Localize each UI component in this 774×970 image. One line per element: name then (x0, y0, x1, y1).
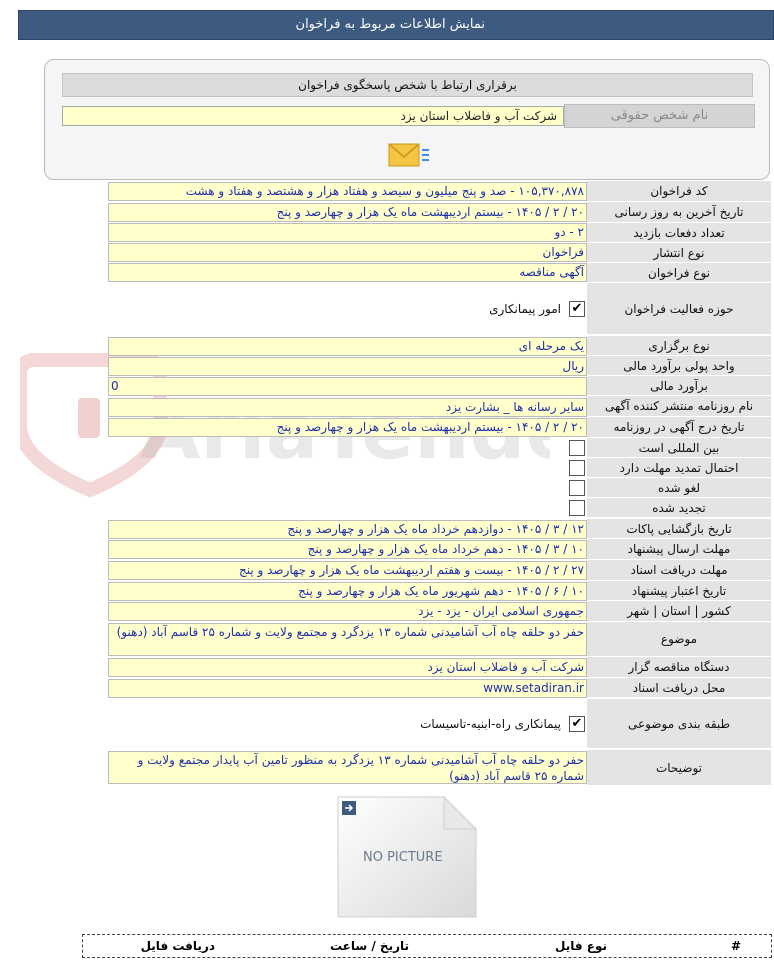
field-value: حفر دو حلقه چاه آب آشامیدنی شماره ۱۳ یزدگرد به منظور تامین آب پایدار مجتمع ولایت و شماره ۲۵ قاسم آباد (دهنو) (108, 751, 587, 784)
field-value: جمهوری اسلامی ایران - یزد - یزد (108, 602, 587, 621)
files-col-index: # (730, 939, 741, 953)
field-value: 0 (108, 377, 587, 396)
field-value: ۲ - دو (108, 223, 587, 242)
field-label: واحد پولی برآورد مالی (587, 356, 771, 376)
field-label: تاریخ بازگشایی پاکات (587, 519, 771, 539)
field-label: حوزه فعالیت فراخوان (587, 283, 771, 335)
doc-place-link[interactable]: www.setadiran.ir (108, 679, 587, 698)
field-label: موضوع (587, 622, 771, 657)
field-label: نوع برگزاری (587, 336, 771, 356)
field-value: حفر دو حلقه چاه آب آشامیدنی شماره ۱۳ یزدگرد و مجتمع ولایت و شماره ۲۵ قاسم آباد (دهنو) (108, 623, 587, 656)
field-label: نوع فراخوان (587, 263, 771, 283)
renewed-checkbox[interactable] (569, 500, 585, 516)
activity-checkbox[interactable]: ✔ (569, 301, 585, 317)
field-label: کد فراخوان (587, 181, 771, 202)
field-value: آگهی مناقصه (108, 263, 587, 282)
field-value: ۱۲ / ۳ / ۱۴۰۵ - دوازدهم خرداد ماه یک هزار و چهارصد و پنج (108, 520, 587, 539)
field-value: ۱۰ / ۳ / ۱۴۰۵ - دهم خرداد ماه یک هزار و چهارصد و پنج (108, 540, 587, 559)
field-label: طبقه بندی موضوعی (587, 699, 771, 749)
field-label: مهلت ارسال پیشنهاد (587, 539, 771, 560)
category-checkbox[interactable]: ✔ (569, 716, 585, 732)
files-col-date: تاریخ / ساعت (329, 939, 409, 953)
envelope-icon[interactable] (385, 138, 431, 172)
cancelled-checkbox[interactable] (569, 480, 585, 496)
no-picture-text: NO PICTURE (363, 850, 443, 865)
contact-value: شرکت آب و فاضلاب استان یزد (62, 106, 564, 126)
field-label: بین المللی است (587, 438, 771, 458)
field-value: ۲۰ / ۲ / ۱۴۰۵ - بیستم اردیبهشت ماه یک هزار و چهارصد و پنج (108, 203, 587, 222)
field-label: تاریخ درج آگهی در روزنامه (587, 417, 771, 438)
international-checkbox[interactable] (569, 440, 585, 456)
field-value: ریال (108, 357, 587, 376)
activity-option (108, 298, 587, 320)
files-col-download: دریافت فایل (140, 939, 215, 953)
field-label: تجدید شده (587, 498, 771, 518)
category-option (108, 713, 587, 735)
field-value: ۲۷ / ۲ / ۱۴۰۵ - بیست و هفتم اردیبهشت ماه یک هزار و چهارصد و پنج (108, 561, 587, 580)
page-title: نمایش اطلاعات مربوط به فراخوان (295, 17, 485, 32)
field-value: فراخوان (108, 243, 587, 262)
field-label: توضیحات (587, 750, 771, 786)
field-value: شرکت آب و فاضلاب استان یزد (108, 658, 587, 677)
files-table-header (82, 934, 772, 958)
field-label: دستگاه مناقصه گزار (587, 657, 771, 678)
field-value: ۱۰۵,۳۷۰,۸۷۸ - صد و پنج میلیون و سیصد و هفتاد هزار و هشتصد و هفتاد و هشت (108, 182, 587, 201)
no-picture-image (336, 795, 478, 919)
extension-checkbox[interactable] (569, 460, 585, 476)
field-value: ۲۰ / ۲ / ۱۴۰۵ - بیستم اردیبهشت ماه یک هزار و چهارصد و پنج (108, 418, 587, 437)
contact-title: برقراری ارتباط با شخص پاسخگوی فراخوان (62, 73, 753, 97)
contact-panel (44, 59, 770, 180)
field-label: لغو شده (587, 478, 771, 498)
field-label: نوع انتشار (587, 243, 771, 263)
field-label: تاریخ آخرین به روز رسانی (587, 202, 771, 223)
field-label: تاریخ اعتبار پیشنهاد (587, 581, 771, 601)
field-label: برآورد مالی (587, 376, 771, 396)
field-label: نام روزنامه منتشر کننده آگهی (587, 396, 771, 417)
field-label: مهلت دریافت اسناد (587, 560, 771, 581)
activity-option-label: امور پیمانکاری (489, 302, 561, 316)
field-label: محل دریافت اسناد (587, 678, 771, 698)
field-label: تعداد دفعات بازدید (587, 223, 771, 243)
field-value: ۱۰ / ۶ / ۱۴۰۵ - دهم شهریور ماه یک هزار و چهارصد و پنج (108, 582, 587, 601)
field-value: یک مرحله ای (108, 337, 587, 356)
field-value: سایر رسانه ها _ بشارت یزد (108, 398, 587, 417)
contact-label: نام شخص حقوقی (564, 104, 755, 128)
files-col-type: نوع فایل (555, 939, 607, 953)
page-header (18, 10, 774, 40)
category-option-label: پیمانکاری راه-ابنیه-تاسیسات (420, 717, 561, 731)
field-label: احتمال تمدید مهلت دارد (587, 458, 771, 478)
field-label: کشور | استان | شهر (587, 601, 771, 622)
